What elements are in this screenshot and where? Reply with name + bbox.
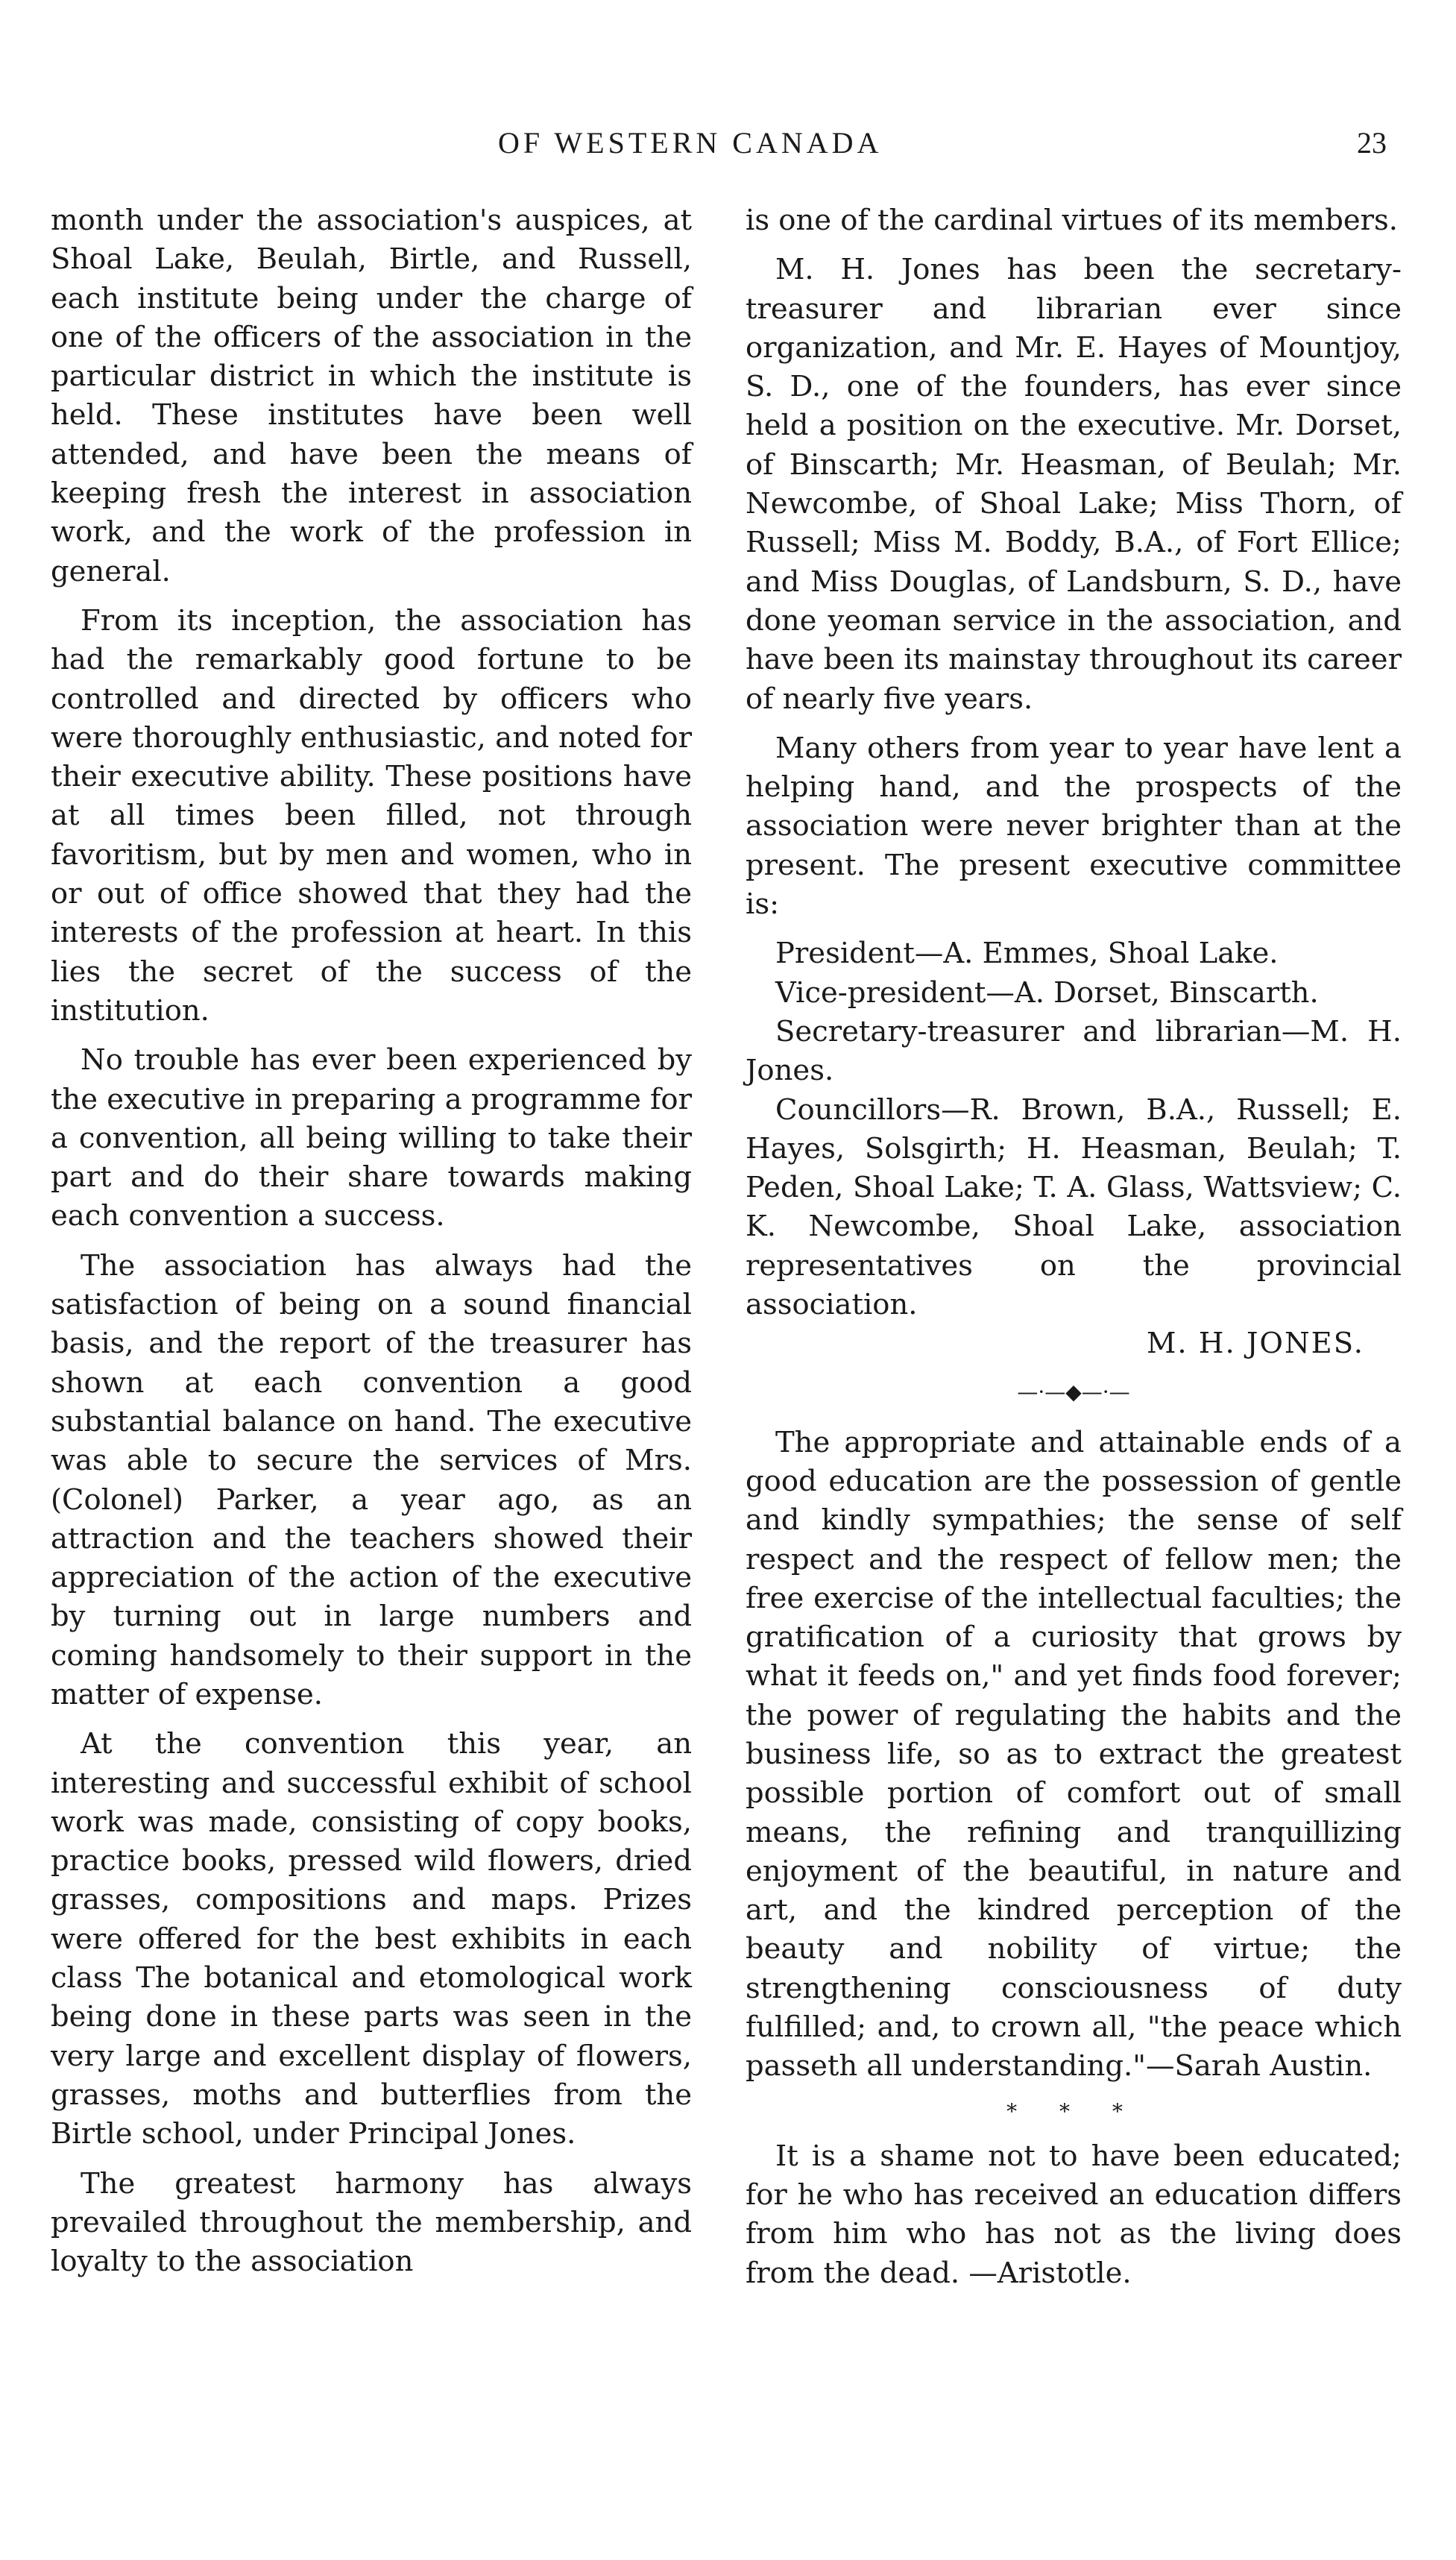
quotation: It is a shame not to have been educated; for he who has received an education differs from him who has not as the living does from the dead. —Aristotle.: [746, 2139, 1402, 2290]
page-number: 23: [1357, 126, 1387, 160]
running-title: OF WESTERN CANADA: [498, 126, 883, 160]
paragraph: The association has always had the satisfaction of being on a sound financial basis, and the report of the treasurer has shown at each convention a good substantial balance on hand. The executive was able to secure the services of Mrs. (Colonel) Parker, a year ago, as an attraction and the teachers showed their appreciation of the action of the executive by turning out in large numbers and coming handsomely to their support in the matter of expense.: [51, 1248, 692, 1711]
right-column: [746, 201, 1402, 2303]
committee-councillors: Councillors—R. Brown, B.A., Russell; E. Hayes, Solsgirth; H. Heasman, Beulah; T. Peden, Shoal Lake; T. A. Glass, Wattsview; C. K. Newcombe, Shoal Lake, association representatives on the provincial association.: [746, 1092, 1402, 1322]
quotation: The appropriate and attainable ends of a good education are the possession of gentle and kindly sympathies; the sense of self respect and the respect of fellow men; the free exercise of the intellectual faculties; the gratification of a curiosity that grows by what it feeds on," and yet finds food forever; the power of regulating the habits and the business life, so as to extract the greatest possible portion of comfort out of small means, the refining and tranquillizing enjoyment of the beautiful, in nature and art, and the kindred perception of the beauty and nobility of virtue; the strengthening consciousness of duty fulfilled; and, to crown all, "the peace which passeth all understanding."—Sarah Austin.: [746, 1425, 1402, 2083]
committee-secretary: Secretary-treasurer and librarian—M. H. Jones.: [746, 1014, 1402, 1088]
paragraph: From its inception, the association has had the remarkably good fortune to be controlled and directed by officers who were thoroughly enthusiastic, and noted for their executive ability. These positions have at all times been filled, not through favoritism, but by men and women, who in or out of office showed that they had the interests of the profession at heart. In this lies the secret of the success of the institution.: [51, 603, 692, 1028]
paragraph: The greatest harmony has always prevailed throughout the membership, and loyalty to the association: [51, 2166, 692, 2279]
asterism-divider: * * *: [1006, 2098, 1141, 2124]
committee-vice-president: Vice-president—A. Dorset, Binscarth.: [775, 975, 1319, 1010]
paragraph: Many others from year to year have lent a helping hand, and the prospects of the association were never brighter than at the present. The present executive committee is:: [746, 731, 1402, 922]
section-divider-ornament: —·—◆—·—: [1017, 1379, 1130, 1404]
left-column: [51, 201, 692, 2292]
running-head: [0, 125, 1456, 170]
signature: M. H. JONES.: [1147, 1327, 1364, 1361]
paragraph: M. H. Jones has been the secretary-treasurer and librarian ever since organization, and Mr. E. Hayes of Mountjoy, S. D., one of the founders, has ever since held a position on the executive. Mr. Dorset, of Binscarth; Mr. Heasman, of Beulah; Mr. Newcombe, of Shoal Lake; Miss Thorn, of Russell; Miss M. Boddy, B.A., of Fort Ellice; and Miss Douglas, of Landsburn, S. D., have done yeoman service in the association, and have been its mainstay throughout its career of nearly five years.: [746, 253, 1402, 716]
paragraph: No trouble has ever been experienced by the executive in preparing a programme for a convention, all being willing to take their part and do their share towards making each convention a success.: [51, 1043, 692, 1233]
paragraph: is one of the cardinal virtues of its members.: [746, 204, 1399, 237]
paragraph: month under the association's auspices, at Shoal Lake, Beulah, Birtle, and Russell, each institute being under the charge of one of the officers of the association in the particular district in which the institute is held. These institutes have been well attended, and have been the means of keeping fresh the interest in association work, and the work of the profession in general.: [51, 204, 692, 588]
committee-president: President—A. Emmes, Shoal Lake.: [775, 937, 1279, 971]
paragraph: At the convention this year, an interesting and successful exhibit of school work was made, consisting of copy books, practice books, pressed wild flowers, dried grasses, compositions and maps. Prizes were offered for the best exhibits in each class The botanical and etomological work being done in these parts was seen in the very large and excellent display of flowers, grasses, moths and butterflies from the Birtle school, under Principal Jones.: [51, 1727, 692, 2151]
